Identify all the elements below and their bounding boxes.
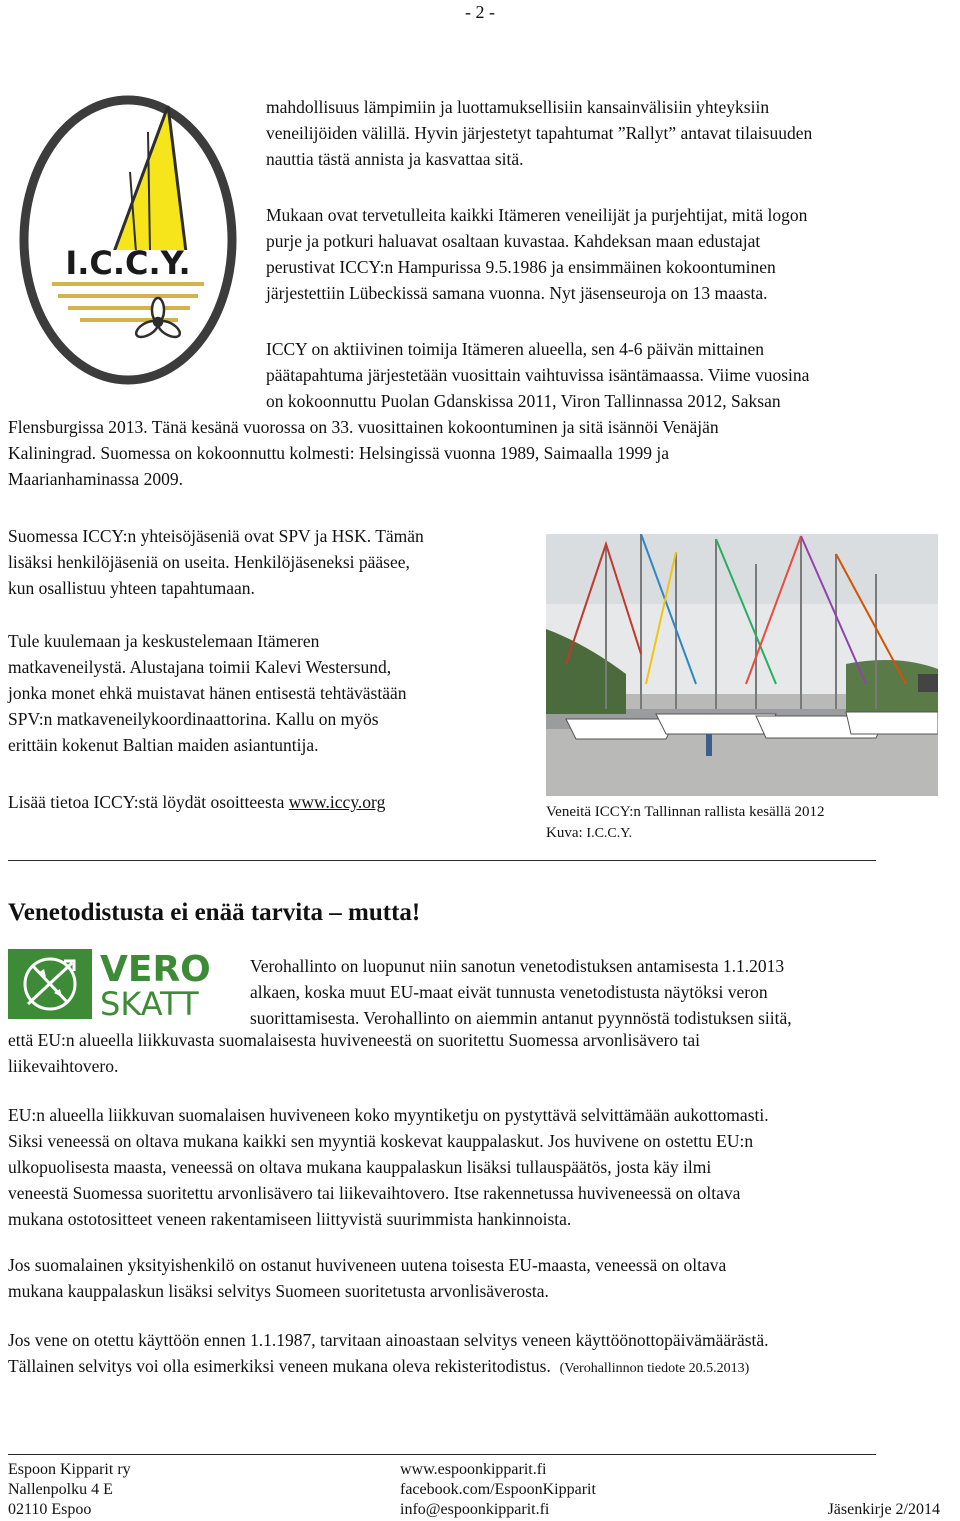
text-line: päätapahtuma järjestetään vuosittain vaihtuvissa isäntämaassa. Viime vuosina [266,365,810,385]
text-line: suorittamisesta. Verohallinto on aiemmin antanut pyynnöstä todistuksen siitä, [250,1008,792,1028]
text-line: veneestä Suomessa suoritettu arvonlisävero tai liikevaihtovero. Itse rakennetussa huviveneessä on oltava [8,1183,741,1203]
text-line: jonka monet ehkä muistavat hänen entisestä tehtävästään [8,683,407,703]
text-line: liikevaihtovero. [8,1056,119,1076]
text-line-main: Tällainen selvitys voi olla esimerkiksi veneen mukana oleva rekisteritodistus. [8,1356,551,1376]
vero-paragraph-1-continued [8,1027,700,1079]
text-line: perustivat ICCY:n Hampurissa 9.5.1986 ja ensimmäinen kokoontuminen [266,257,776,277]
text-line: Siksi veneessä on oltava mukana kaikki sen myyntiä koskevat kauppalaskut. Jos huvivene on ostettu EU:n [8,1131,754,1151]
text-line: mukana ostotositteet veneen rakentamiseen liittyvistä suurimmista hankinnoista. [8,1209,572,1229]
text-line: mahdollisuus lämpimiin ja luottamuksellisiin kansainvälisiin yhteyksiin [266,97,770,117]
page-number: - 2 - [465,2,495,22]
text-line: matkaveneilystä. Alustajana toimii Kalevi Westersund, [8,657,392,677]
text-line: on kokoonnuttu Puolan Gdanskissa 2011, Viron Tallinnassa 2012, Saksan [266,391,781,411]
section-heading: Venetodistusta ei enää tarvita – mutta! [8,899,421,926]
text-line: Jos suomalainen yksityishenkilö on ostanut huviveneen uutena toisesta EU-maasta, veneessä on oltava [8,1255,727,1275]
text-line: purje ja potkuri haluavat osaltaan kuvastaa. Kahdeksan maan edustajat [266,231,761,251]
text-line [8,1353,769,1382]
text-line: järjestettiin Lübeckissä samana vuonna. Nyt jäsenseuroja on 13 maasta. [266,283,768,303]
harbour-photo [546,534,938,796]
photo-caption [546,802,824,844]
text-line: lisäksi henkilöjäseniä on useita. Henkilöjäseneksi pääsee, [8,552,410,572]
iccy-website-link[interactable]: www.iccy.org [288,792,386,812]
vero-skatt-logo [8,949,232,1019]
text-line: Tule kuulemaan ja keskustelemaan Itämeren [8,631,320,651]
footer-issue: Jäsenkirje 2/2014 [827,1501,940,1518]
photo-caption-line: Veneitä ICCY:n Tallinnan rallista kesällä 2012 [546,804,825,820]
footer-facebook: facebook.com/EspoonKipparit [400,1481,596,1498]
iccy-logo-text: I.C.C.Y. [65,244,191,282]
text-line: että EU:n alueella liikkuvasta suomalaisesta huviveneestä on suoritettu Suomessa arvonlisävero tai [8,1030,701,1050]
footer-email: info@espoonkipparit.fi [400,1501,550,1518]
footer-postal: 02110 Espoo [8,1501,92,1518]
footer-org-name: Espoon Kipparit ry [8,1461,131,1478]
vero-paragraph-1 [250,953,792,1031]
text-line: erittäin kokenut Baltian maiden asiantuntija. [8,735,319,755]
text-line: ICCY on aktiivinen toimija Itämeren alueella, sen 4-6 päivän mittainen [266,339,764,359]
events-paragraph-continued [8,414,719,492]
text-line: Mukaan ovat tervetulleita kaikki Itämeren veneilijät ja purjehtijat, mitä logon [266,205,808,225]
vero-paragraph-4 [8,1327,769,1382]
more-info-line [8,789,385,815]
text-line: mukana kauppalaskun lisäksi selvitys Suomeen suoritetusta arvonlisäverosta. [8,1281,549,1301]
footer-website: www.espoonkipparit.fi [400,1461,547,1478]
footer-left [8,1460,131,1520]
footer-center [400,1460,596,1520]
intro-paragraph [266,94,812,172]
photo-credit-label: Kuva: [546,825,587,841]
photo-credit: I.C.C.Y. [586,826,633,841]
vero-logo-text: VERO [100,949,211,990]
text-line: alkaen, koska muut EU-maat eivät tunnusta venetodistusta näytöksi veron [250,982,768,1002]
footer-divider [8,1454,876,1455]
text-line: Kaliningrad. Suomessa on kokoonnuttu kolmesti: Helsingissä vuonna 1989, Saimaalla 1999 ja [8,443,670,463]
text-line: ulkopuolisesta maasta, veneessä on oltava mukana kauppalaskun lisäksi tullauspäätös, josta käy ilmi [8,1157,712,1177]
text-line: veneilijöiden välillä. Hyvin järjestetyt tapahtumat ”Rallyt” antavat tilaisuuden [266,123,813,143]
text-line: Suomessa ICCY:n yhteisöjäseniä ovat SPV ja HSK. Tämän [8,526,424,546]
text-line: Flensburgissa 2013. Tänä kesänä vuorossa on 33. vuosittainen kokoontuminen ja sitä isännöi Venäjän [8,417,719,437]
text-line: Maarianhaminassa 2009. [8,469,183,489]
text-line: kun osallistuu yhteen tapahtumaan. [8,578,255,598]
text-line: SPV:n matkaveneilykoordinaattorina. Kallu on myös [8,709,379,729]
source-note: (Verohallinnon tiedote 20.5.2013) [559,1361,750,1376]
membership-paragraph [8,523,424,601]
text-line: Verohallinto on luopunut niin sanotun venetodistuksen antamisesta 1.1.2013 [250,956,785,976]
footer-address: Nallenpolku 4 E [8,1481,113,1498]
text-line: Jos vene on otettu käyttöön ennen 1.1.1987, tarvitaan ainoastaan selvitys veneen käyttöönottopäivämäärästä. [8,1330,769,1350]
lecture-paragraph [8,628,406,758]
skatt-logo-text: SKATT [100,985,199,1019]
vero-paragraph-3 [8,1252,726,1304]
more-info-text: Lisää tietoa ICCY:stä löydät osoitteesta [8,792,289,812]
founding-paragraph [266,202,807,306]
events-paragraph [266,336,809,414]
section-divider [8,860,876,861]
text-line: nauttia tästä annista ja kasvattaa sitä. [266,149,524,169]
text-line: EU:n alueella liikkuvan suomalaisen huviveneen koko myyntiketju on pystyttävä selvittämään aukottomasti. [8,1105,769,1125]
iccy-logo [18,92,238,388]
vero-paragraph-2 [8,1102,769,1232]
photo-credit-line [546,823,824,844]
